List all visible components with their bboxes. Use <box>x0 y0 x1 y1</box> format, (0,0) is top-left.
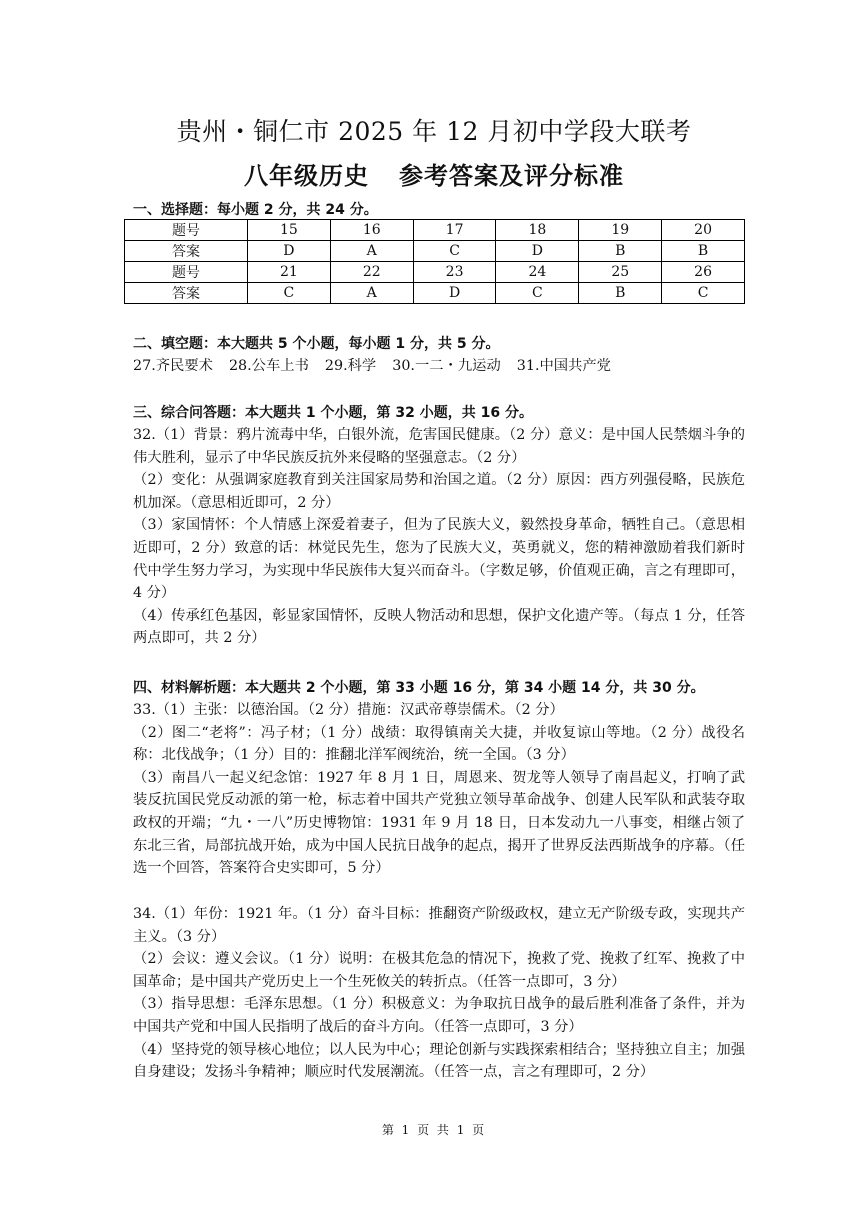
table-cell: 19 <box>579 220 662 241</box>
table-cell: A <box>330 241 413 262</box>
answer-paragraph: （4）坚持党的领导核心地位；以人民为中心；理论创新与实践探索相结合；坚持独立自主；加强自身建设；发扬斗争精神；顺应时代发展潮流。（任答一点，言之有理即可，2 分） <box>133 1041 745 1081</box>
table-cell: 25 <box>579 262 662 283</box>
answer-paragraph: （4）传承红色基因，彰显家国情怀，反映人物活动和思想，保护文化遗产等。（每点 1 分，任答两点即可，共 2 分） <box>133 607 745 647</box>
table-cell: 24 <box>496 262 579 283</box>
subject-label: 八年级历史 <box>244 162 369 190</box>
table-cell: D <box>413 283 496 304</box>
table-cell: A <box>330 283 413 304</box>
section-heading-fill: 二、填空题：本大题共 5 个小题，每小题 1 分，共 5 分。 <box>133 336 500 352</box>
fill-answer-item: 29.科学 <box>324 358 377 374</box>
answer-paragraph: （2）变化：从强调家庭教育到关注国家局势和治国之道。（2 分）原因：西方列强侵略，民族危机加深。（意思相近即可，2 分） <box>133 472 745 511</box>
table-cell: B <box>579 241 662 262</box>
page-footer: 第 1 页 共 1 页 <box>381 1123 487 1137</box>
answer-paragraph: （2）会议：遵义会议。（1 分）说明：在极其危急的情况下，挽救了党、挽救了红军、挽救了中国革命；是中国共产党历史上一个生死攸关的转折点。（任答一点即可，3 分） <box>133 951 745 990</box>
answer-paragraph: 32.（1）背景：鸦片流毒中华，白银外流，危害国民健康。（2 分）意义：是中国人民禁烟斗争的伟大胜利，显示了中华民族反抗外来侵略的坚强意志。（2 分） <box>133 427 745 466</box>
answer-paragraph: （3）南昌八一起义纪念馆：1927 年 8 月 1 日，周恩来、贺龙等人领导了南昌起义，打响了武装反抗国民党反动派的第一枪，标志着中国共产党独立领导革命战争、创建人民军队和武装夺取政权的开端；“九・一八”历史博物馆：1931 年 9 月 18 日，日本发动九一八事变，相继占领了东北三省，局部抗战开始，成为中国人民抗日战争的起点，揭开了世界反法西斯战争的序幕。（任选一个回答，答案符合史实即可，5 分） <box>133 769 745 877</box>
q33-answers <box>133 699 745 880</box>
q32-answers <box>133 424 745 650</box>
table-row <box>125 220 745 241</box>
answer-paragraph: （3）家国情怀：个人情感上深爱着妻子，但为了民族大义，毅然投身革命，牺牲自己。（意思相近即可，2 分）致意的话：林觉民先生，您为了民族大义，英勇就义，您的精神激励着我们新时代中学生努力学习，为实现中华民族伟大复兴而奋斗。（字数足够，价值观正确，言之有理即可，4 分） <box>133 517 745 602</box>
table-cell: 21 <box>248 262 331 283</box>
table-cell: C <box>662 283 745 304</box>
q34-answers <box>133 903 745 1084</box>
table-cell: D <box>496 241 579 262</box>
answer-paragraph: 34.（1）年份：1921 年。（1 分）奋斗目标：推翻资产阶级政权，建立无产阶级专政，实现共产主义。（3 分） <box>133 906 745 945</box>
exam-title: 贵州・铜仁市 2025 年 12 月初中学段大联考 <box>176 117 692 146</box>
fill-answer-item: 27.齐民要术 <box>133 358 213 374</box>
answer-paragraph: 33.（1）主张：以德治国。（2 分）措施：汉武帝尊崇儒术。（2 分） <box>133 702 564 718</box>
table-cell: 18 <box>496 220 579 241</box>
table-cell: C <box>496 283 579 304</box>
exam-subtitle <box>0 156 868 191</box>
table-cell: C <box>413 241 496 262</box>
answer-paragraph: （2）图二“老将”：冯子材；（1 分）战绩：取得镇南关大捷，并收复谅山等地。（2 分）战役名称：北伐战争；（1 分）目的：推翻北洋军阀统治，统一全国。（3 分） <box>133 724 745 764</box>
table-cell: 答案 <box>125 241 248 262</box>
table-cell: 20 <box>662 220 745 241</box>
table-cell: 26 <box>662 262 745 283</box>
answer-standard-label: 参考答案及评分标准 <box>399 162 624 190</box>
table-cell: 22 <box>330 262 413 283</box>
fill-answers <box>133 355 745 378</box>
section-heading-choice: 一、选择题：每小题 2 分，共 24 分。 <box>133 202 378 218</box>
table-row <box>125 283 745 304</box>
table-cell: 16 <box>330 220 413 241</box>
table-cell: B <box>579 283 662 304</box>
table-row <box>125 241 745 262</box>
table-row <box>125 262 745 283</box>
table-cell: B <box>662 241 745 262</box>
table-cell: 答案 <box>125 283 248 304</box>
table-cell: D <box>248 241 331 262</box>
table-cell: C <box>248 283 331 304</box>
table-cell: 题号 <box>125 220 248 241</box>
fill-answer-item: 31.中国共产党 <box>516 358 611 374</box>
table-cell: 23 <box>413 262 496 283</box>
section-heading-material: 四、材料解析题：本大题共 2 个小题，第 33 小题 16 分，第 34 小题 14 分，共 30 分。 <box>133 680 705 696</box>
choice-answer-table <box>124 219 745 304</box>
fill-answer-item: 30.一二・九运动 <box>392 358 501 374</box>
table-cell: 17 <box>413 220 496 241</box>
table-cell: 题号 <box>125 262 248 283</box>
section-heading-comprehensive: 三、综合问答题：本大题共 1 个小题，第 32 小题，共 16 分。 <box>133 405 533 421</box>
answer-paragraph: （3）指导思想：毛泽东思想。（1 分）积极意义：为争取抗日战争的最后胜利准备了条件，并为中国共产党和中国人民指明了战后的奋斗方向。（任答一点即可，3 分） <box>133 996 745 1035</box>
table-cell: 15 <box>248 220 331 241</box>
fill-answer-item: 28.公车上书 <box>228 358 309 374</box>
